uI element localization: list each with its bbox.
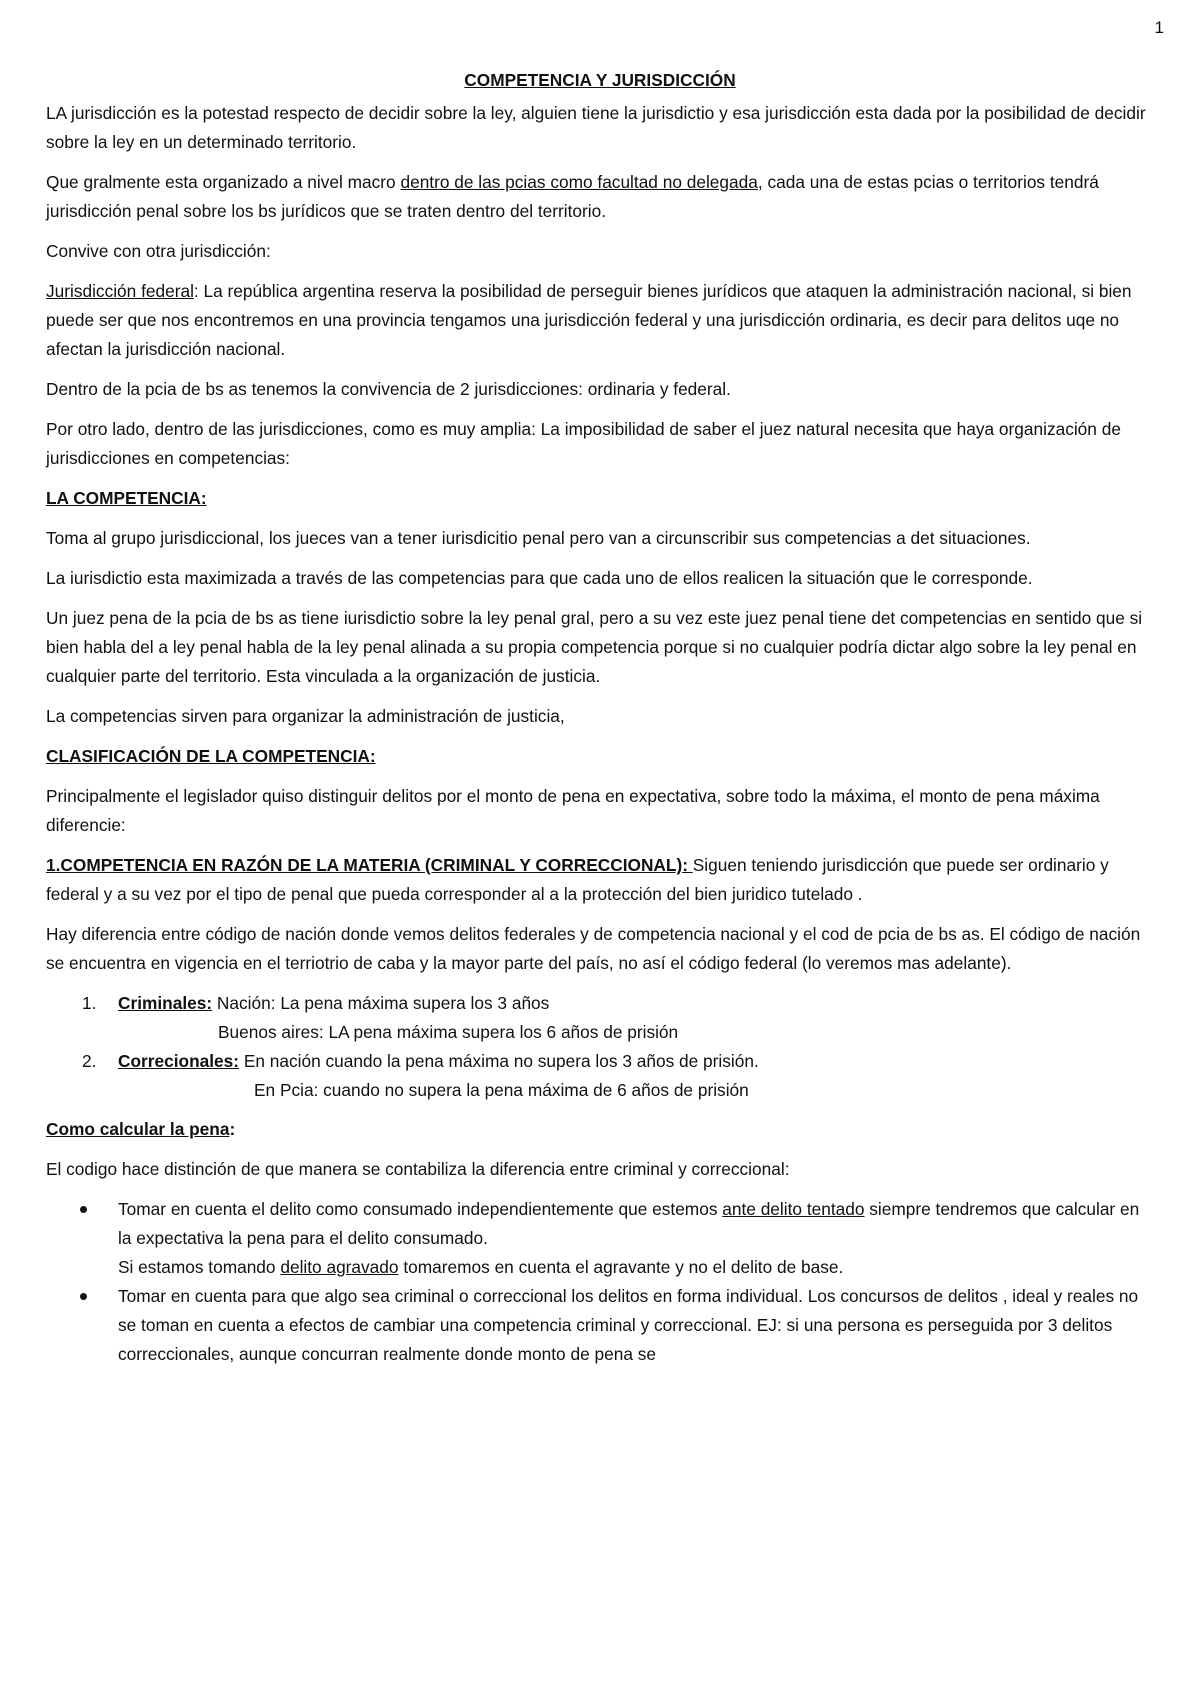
paragraph-convive: Convive con otra jurisdicción: bbox=[46, 241, 271, 261]
paragraph-pcia-bs-as: Dentro de la pcia de bs as tenemos la convivencia de 2 jurisdicciones: ordinaria y federal. bbox=[46, 379, 731, 399]
paragraph-otro-lado: Por otro lado, dentro de las jurisdicciones, como es muy amplia: La imposibilidad de saber el juez natural necesita que haya organización de jurisdicciones en competencias: bbox=[46, 419, 1121, 468]
paragraph-codigo-nacion: Hay diferencia entre código de nación donde vemos delitos federales y de competencia nacional y el cod de pcia de bs as. El código de nación se encuentra en vigencia en el terriotrio de caba y la mayor parte del país, no así el código federal (lo veremos mas adelante). bbox=[46, 924, 1141, 973]
paragraph-jurisdiccion: LA jurisdicción es la potestad respecto de decidir sobre la ley, alguien tiene la jurisdictio y esa jurisdicción esta dada por la posibilidad de decidir sobre la ley en un determinado territorio. bbox=[46, 103, 1146, 152]
document-title: COMPETENCIA Y JURISDICCIÓN bbox=[464, 70, 736, 90]
list-item bbox=[46, 1047, 1154, 1105]
bullet-icon bbox=[80, 1293, 87, 1300]
paragraph-materia bbox=[46, 851, 1154, 909]
paragraph-legislador: Principalmente el legislador quiso distinguir delitos por el monto de pena en expectativa, sobre todo la máxima, el monto de pena máxima diferencie: bbox=[46, 786, 1100, 835]
text-run: : La república argentina reserva la posibilidad de perseguir bienes jurídicos que ataquen la administración nacional, si bien puede ser que nos encontremos en una provincia tengamos una jurisdicción federal y una jurisdicción ordinaria, es decir para delitos uqe no afectan la jurisdicción nacional. bbox=[46, 281, 1132, 359]
list-item-text: Nación: La pena máxima supera los 3 años bbox=[212, 993, 550, 1013]
underlined-text: dentro de las pcias como facultad no delegada bbox=[400, 172, 758, 192]
underlined-text: delito agravado bbox=[280, 1257, 399, 1277]
text-run: Tomar en cuenta el delito como consumado independientemente que estemos bbox=[118, 1199, 723, 1219]
paragraph-iurisdictio: La iurisdictio esta maximizada a través de las competencias para que cada uno de ellos realicen la situación que le corresponde. bbox=[46, 568, 1033, 588]
paragraph-jurisdiccion-federal bbox=[46, 277, 1154, 364]
underlined-term: Jurisdicción federal bbox=[46, 281, 194, 301]
section-heading-competencia: LA COMPETENCIA: bbox=[46, 488, 207, 508]
text-run: , cada una de estas pcias o territorios tendrá jurisdicción penal sobre los bs jurídicos que se traten dentro del territorio. bbox=[46, 172, 1099, 221]
numbered-list bbox=[46, 989, 1154, 1105]
text-run: Tomar en cuenta para que algo sea criminal o correccional los delitos en forma individual. Los concursos de delitos , ideal y reales no se toman en cuenta a efectos de cambiar una competencia criminal y correccional. EJ: si una persona es perseguida por 3 delitos correccionales, aunque concurran realmente donde monto de pena se bbox=[118, 1286, 1139, 1364]
list-item bbox=[46, 1282, 1154, 1369]
document-body bbox=[46, 66, 1154, 1369]
underlined-heading: Como calcular la pena bbox=[46, 1119, 230, 1139]
text-run: : bbox=[229, 1119, 236, 1139]
bullet-list bbox=[46, 1195, 1154, 1369]
paragraph-codigo-distincion: El codigo hace distinción de que manera se contabiliza la diferencia entre criminal y correccional: bbox=[46, 1159, 790, 1179]
paragraph-competencias-sirven: La competencias sirven para organizar la administración de justicia, bbox=[46, 706, 565, 726]
bullet-icon bbox=[80, 1206, 87, 1213]
underlined-text: ante delito tentado bbox=[722, 1199, 865, 1219]
text-run: Si estamos tomando bbox=[118, 1257, 281, 1277]
page-number: 1 bbox=[1154, 18, 1164, 37]
list-item-subline: En Pcia: cuando no supera la pena máxima de 6 años de prisión bbox=[254, 1080, 749, 1100]
text-run: tomaremos en cuenta el agravante y no el delito de base. bbox=[398, 1257, 844, 1277]
section-heading-clasificacion: CLASIFICACIÓN DE LA COMPETENCIA: bbox=[46, 746, 376, 766]
inline-heading-materia: 1.COMPETENCIA EN RAZÓN DE LA MATERIA (CRIMINAL Y CORRECCIONAL): bbox=[46, 855, 693, 875]
section-heading-calcular-pena bbox=[46, 1115, 1154, 1144]
paragraph-grupo-jurisdiccional: Toma al grupo jurisdiccional, los jueces van a tener iurisdicitio penal pero van a circunscribir sus competencias a det situaciones. bbox=[46, 528, 1031, 548]
paragraph-organizacion bbox=[46, 168, 1154, 226]
list-item-text: En nación cuando la pena máxima no supera los 3 años de prisión. bbox=[239, 1051, 759, 1071]
list-item-label: Correcionales: bbox=[118, 1051, 240, 1071]
text-run: Que gralmente esta organizado a nivel macro bbox=[46, 172, 401, 192]
list-item-subline: Buenos aires: LA pena máxima supera los 6 años de prisión bbox=[218, 1022, 679, 1042]
paragraph-juez-penal: Un juez pena de la pcia de bs as tiene iurisdictio sobre la ley penal gral, pero a su vez este juez penal tiene det competencias en sentido que si bien habla del a ley penal habla de la ley penal alinada a su propia competencia porque si no cualquier podría dictar algo sobre la ley penal en cualquier parte del territorio. Esta vinculada a la organización de justicia. bbox=[46, 608, 1143, 686]
list-number: 2. bbox=[82, 1051, 97, 1071]
text-run: siempre tendremos que calcular en la expectativa la pena para el delito consumado. bbox=[118, 1199, 1140, 1248]
list-item bbox=[46, 1195, 1154, 1282]
text-run: Siguen teniendo jurisdicción que puede ser ordinario y federal y a su vez por el tipo de penal que pueda corresponder al a la protección del bien juridico tutelado . bbox=[46, 855, 1109, 904]
list-number: 1. bbox=[82, 993, 97, 1013]
list-item bbox=[46, 989, 1154, 1047]
list-item-label: Criminales: bbox=[118, 993, 213, 1013]
